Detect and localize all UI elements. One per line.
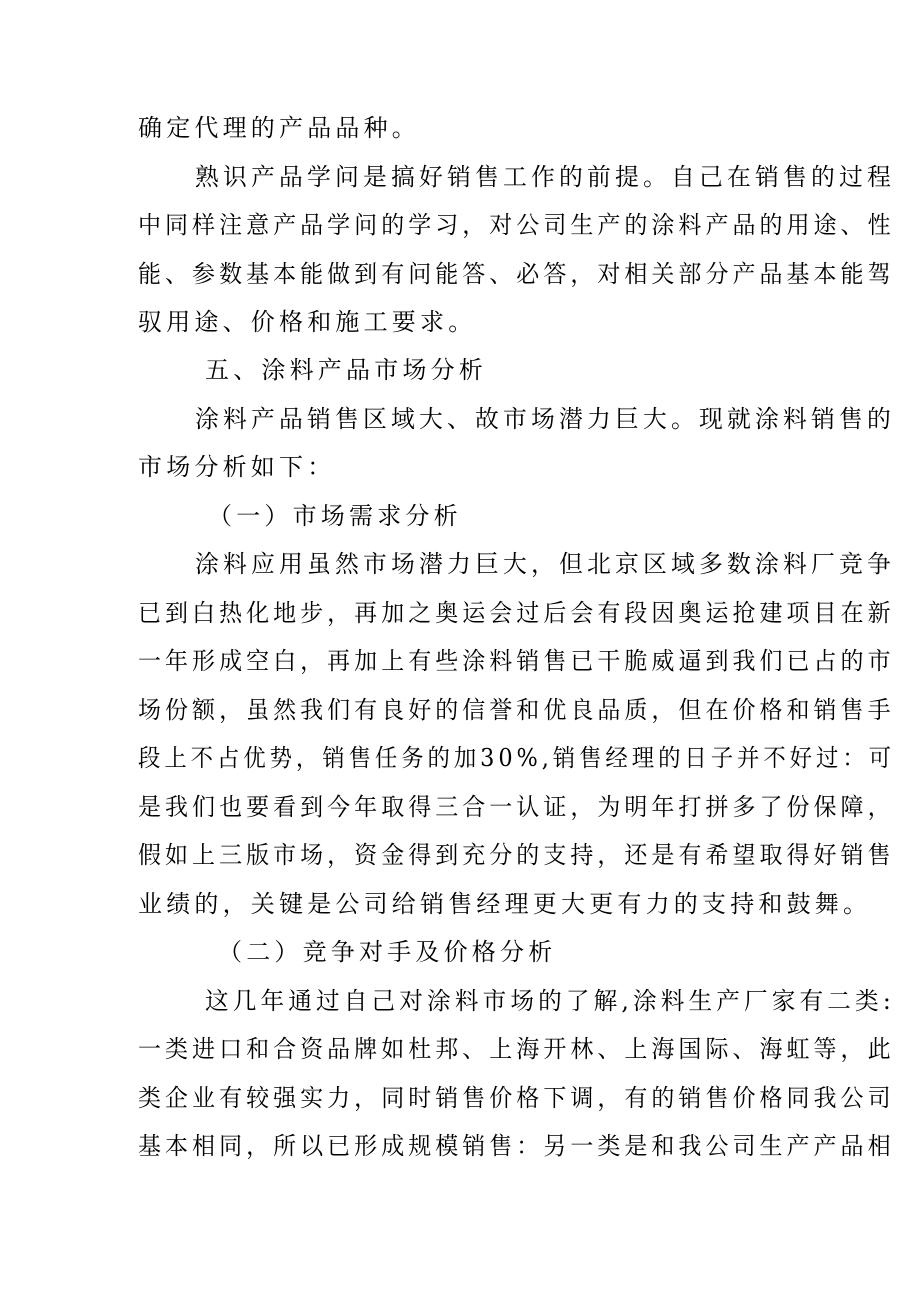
text-line: 涂料应用虽然市场潜力巨大，但北京区域多数涂料厂竞争 bbox=[195, 550, 895, 578]
text-line: 中同样注意产品学问的学习，对公司生产的涂料产品的用途、性 bbox=[138, 211, 895, 239]
text-line: 驭用途、价格和施工要求。 bbox=[138, 308, 477, 336]
text-line: 段上不占优势，销售任务的加30%,销售经理的日子并不好过：可 bbox=[138, 744, 895, 772]
text-line: 类企业有较强实力，同时销售价格下调，有的销售价格同我公司 bbox=[138, 1084, 895, 1112]
text-line: 熟识产品学问是搞好销售工作的前提。自己在销售的过程 bbox=[195, 163, 895, 191]
text-line: 是我们也要看到今年取得三合一认证，为明年打拼多了份保障， bbox=[138, 793, 895, 821]
subsection-heading: （一）市场需求分析 bbox=[208, 502, 462, 530]
text-line: 业绩的，关键是公司给销售经理更大更有力的支持和鼓舞。 bbox=[138, 890, 872, 918]
text-line: 一年形成空白，再加上有些涂料销售已干脆威逼到我们已占的市 bbox=[138, 647, 895, 675]
text-line: 基本相同，所以已形成规模销售：另一类是和我公司生产产品相 bbox=[138, 1132, 895, 1160]
text-line: 一类进口和合资品牌如杜邦、上海开林、上海国际、海虹等，此 bbox=[138, 1035, 895, 1063]
section-heading: 五、涂料产品市场分析 bbox=[205, 356, 487, 384]
text-line: 这几年通过自己对涂料市场的了解,涂料生产厂家有二类: bbox=[205, 987, 895, 1015]
text-line: 场份额，虽然我们有良好的信誉和优良品质，但在价格和销售手 bbox=[138, 696, 895, 724]
text-line: 市场分析如下： bbox=[138, 453, 336, 481]
text-line: 涂料产品销售区域大、故市场潜力巨大。现就涂料销售的 bbox=[195, 405, 895, 433]
text-line: 确定代理的产品品种。 bbox=[138, 114, 420, 142]
text-line: 假如上三版市场，资金得到充分的支持，还是有希望取得好销售 bbox=[138, 841, 895, 869]
text-line: 已到白热化地步，再加之奥运会过后会有段因奥运抢建项目在新 bbox=[138, 599, 895, 627]
subsection-heading: （二）竞争对手及价格分析 bbox=[218, 938, 557, 966]
text-line: 能、参数基本能做到有问能答、必答，对相关部分产品基本能驾 bbox=[138, 260, 895, 288]
